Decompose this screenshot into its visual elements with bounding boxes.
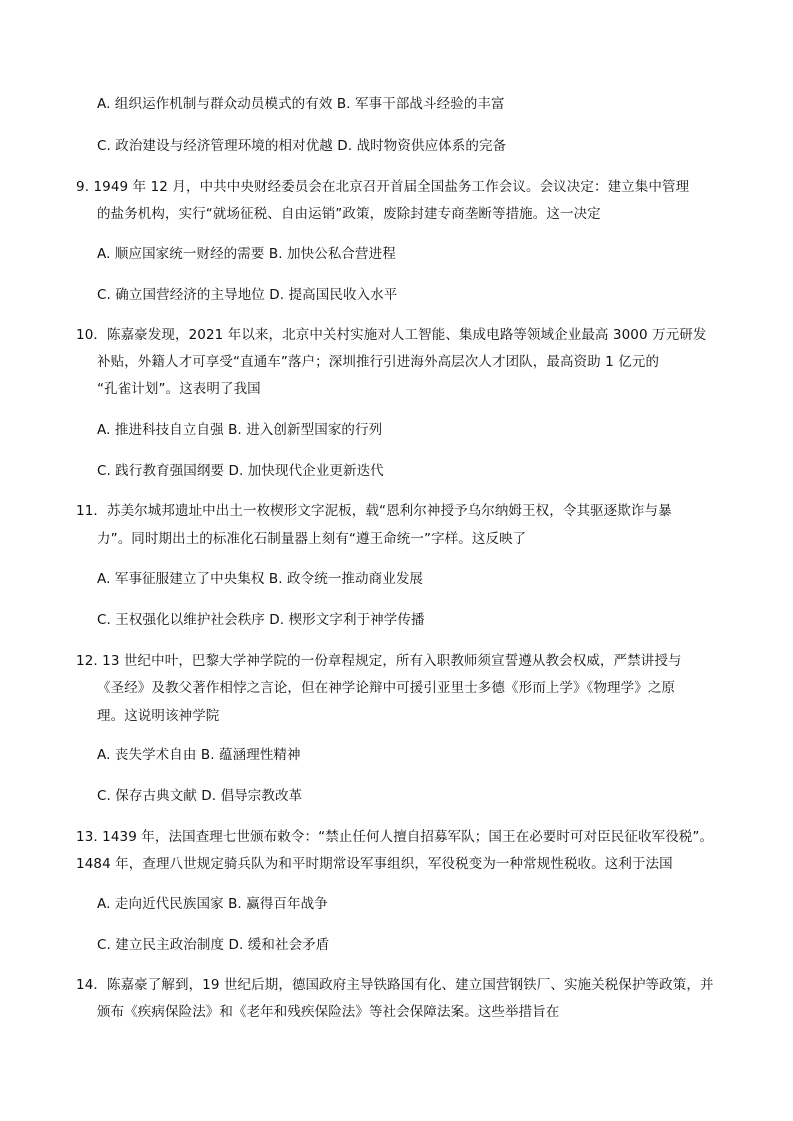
question-13-stem: 13. 1439 年，法国查理七世颁布敕令：“禁止任何人擅自招募军队；国王在必要时可对臣民征收军役税”。 — [76, 829, 714, 845]
option-line-q13-cd: C. 建立民主政治制度 D. 缓和社会矛盾 — [97, 937, 330, 953]
option-line-q10-cd: C. 践行教育强国纲要 D. 加快现代企业更新迭代 — [97, 463, 384, 479]
question-9-stem-cont: 的盐务机构，实行“就场征税、自由运销”政策，废除封建专商垄断等措施。这一决定 — [97, 206, 601, 222]
option-line-q9-cd: C. 确立国营经济的主导地位 D. 提高国民收入水平 — [97, 287, 398, 303]
question-9-stem: 9. 1949 年 12 月，中共中央财经委员会在北京召开首届全国盐务工作会议。会议决定：建立集中管理 — [76, 179, 690, 195]
question-12-stem: 12. 13 世纪中叶，巴黎大学神学院的一份章程规定，所有入职教师须宣誓遵从教会权威，严禁讲授与 — [76, 653, 682, 669]
question-11-stem-cont: 力”。同时期出土的标准化石制量器上刻有“遵王命统一”字样。这反映了 — [97, 531, 527, 547]
option-line-q11-ab: A. 军事征服建立了中央集权 B. 政令统一推动商业发展 — [97, 571, 424, 587]
question-13-stem-cont: 1484 年，查理八世规定骑兵队为和平时期常设军事组织，军役税变为一种常规性税收。这利于法国 — [76, 856, 673, 872]
question-14-stem: 14．陈嘉豪了解到，19 世纪后期，德国政府主导铁路国有化、建立国营钢铁厂、实施关税保护等政策，并 — [76, 977, 714, 993]
question-11-stem: 11．苏美尔城邦遗址中出土一枚楔形文字泥板，载“恩利尔神授予乌尔纳姆王权，令其驱逐欺诈与暴 — [76, 503, 672, 519]
option-line-q8-cd: C. 政治建设与经济管理环境的相对优越 D. 战时物资供应体系的完备 — [97, 138, 507, 154]
question-10-stem: 10．陈嘉豪发现，2021 年以来，北京中关村实施对人工智能、集成电路等领域企业最高 3000 万元研发 — [76, 327, 707, 343]
option-line-q12-ab: A. 丧失学术自由 B. 蕴涵理性精神 — [97, 747, 301, 763]
option-line-q11-cd: C. 王权强化以维护社会秩序 D. 楔形文字利于神学传播 — [97, 612, 425, 628]
question-12-stem-cont: 理。这说明该神学院 — [97, 708, 220, 724]
option-line-q8-ab: A. 组织运作机制与群众动员模式的有效 B. 军事干部战斗经验的丰富 — [97, 96, 505, 112]
question-10-stem-cont: 补贴，外籍人才可享受“直通车”落户；深圳推行引进海外高层次人才团队，最高资助 1 亿元的 — [97, 354, 660, 370]
question-10-stem-cont: “孔雀计划”。这表明了我国 — [97, 381, 261, 397]
option-line-q12-cd: C. 保存古典文献 D. 倡导宗教改革 — [97, 788, 303, 804]
option-line-q10-ab: A. 推进科技自立自强 B. 进入创新型国家的行列 — [97, 422, 383, 438]
question-12-stem-cont: 《圣经》及教父著作相悖之言论，但在神学论辩中可援引亚里士多德《形而上学》《物理学》之原 — [97, 680, 676, 696]
question-14-stem-cont: 颁布《疾病保险法》和《老年和残疾保险法》等社会保障法案。这些举措旨在 — [97, 1004, 560, 1020]
option-line-q9-ab: A. 顺应国家统一财经的需要 B. 加快公私合营进程 — [97, 246, 396, 262]
option-line-q13-ab: A. 走向近代民族国家 B. 赢得百年战争 — [97, 896, 328, 912]
